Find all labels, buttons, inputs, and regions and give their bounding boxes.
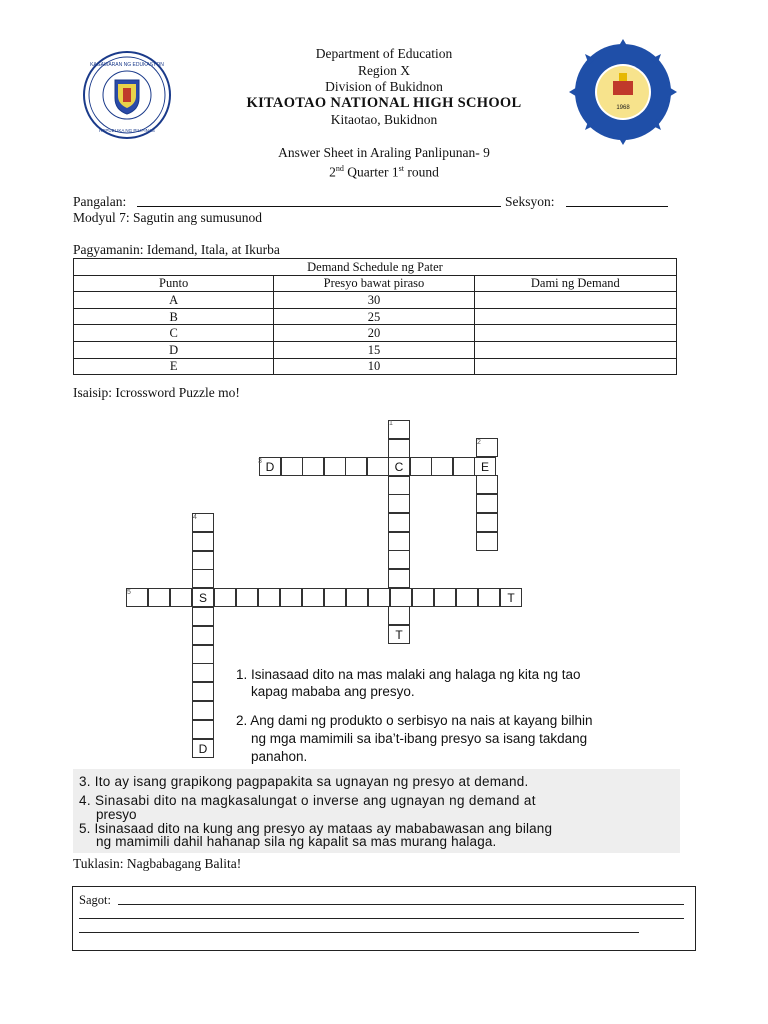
crossword-cell-word1[interactable] [388, 532, 410, 551]
crossword-cell-word1[interactable] [388, 569, 410, 588]
division-line: Division of Bukidnon [325, 79, 443, 94]
cell-presyo: 30 [274, 292, 474, 309]
clue-number: 3 [258, 458, 262, 465]
section-field[interactable] [566, 206, 668, 207]
crossword-cell-word3[interactable] [453, 457, 475, 476]
cell-punto: B [74, 308, 274, 325]
crossword-cell-word5[interactable] [258, 588, 280, 607]
clue-5-line1: 5. Isinasaad dito na kung ang presyo ay mataas ay mababawasan ang bilang [79, 821, 553, 836]
cell-dami[interactable] [474, 358, 676, 375]
clue-1-line2: kapag mababa ang presyo. [251, 684, 415, 699]
crossword-cell-word1[interactable] [388, 439, 410, 458]
quarter-line: 2nd Quarter 1st round [329, 164, 439, 180]
clue-2-line1: 2. Ang dami ng produkto o serbisyo na nais at kayang bilhin [236, 713, 593, 728]
svg-text:1968: 1968 [616, 105, 630, 111]
cell-dami[interactable] [474, 292, 676, 309]
crossword-cell-word5[interactable] [412, 588, 434, 607]
dept-line: Department of Education [315, 46, 453, 61]
crossword-cell-word1[interactable] [388, 550, 410, 569]
clue-2-line2: ng mga mamimili sa iba’t-ibang presyo sa isang takdang [251, 731, 588, 746]
crossword-cell-word2[interactable] [476, 475, 498, 494]
clue-4-line2: presyo [96, 807, 137, 822]
crossword-cell-word4[interactable] [192, 701, 214, 720]
table-title: Demand Schedule ng Pater [74, 259, 677, 276]
crossword-cell-word3[interactable]: D [259, 457, 281, 476]
name-field[interactable] [137, 206, 501, 207]
crossword-cell-word4[interactable] [192, 607, 214, 626]
crossword-cell-word4[interactable] [192, 532, 214, 551]
crossword-cell-word3[interactable] [281, 457, 303, 476]
crossword-cell-word1[interactable] [388, 606, 410, 625]
crossword-cell-word4[interactable] [192, 551, 214, 570]
crossword-cell-word3[interactable] [367, 457, 389, 476]
crossword-cell-word5[interactable] [478, 588, 500, 607]
col-header: Dami ng Demand [474, 275, 676, 292]
svg-text:KAGAWARAN NG EDUKASYON: KAGAWARAN NG EDUKASYON [90, 62, 164, 68]
clue-number: 2 [477, 439, 481, 446]
name-label: Pangalan: [73, 194, 127, 209]
cell-presyo: 20 [274, 325, 474, 342]
pagyamanin-title: Pagyamanin: Idemand, Itala, at Ikurba [73, 242, 280, 257]
crossword-cell-word1[interactable] [388, 476, 410, 495]
crossword-cell-word1[interactable] [388, 494, 410, 513]
svg-text:REPUBLIKA NG PILIPINAS: REPUBLIKA NG PILIPINAS [99, 128, 155, 133]
clue-3: 3. Ito ay isang grapikong pagpapakita sa ugnayan ng presyo at demand. [79, 774, 529, 789]
cell-punto: D [74, 341, 274, 358]
crossword-cell-word3[interactable]: E [474, 457, 496, 476]
clue-2-line3: panahon. [251, 749, 308, 764]
cell-punto: C [74, 325, 274, 342]
isaisip-title: Isaisip: Icrossword Puzzle mo! [73, 385, 240, 400]
crossword-cell-word5[interactable] [346, 588, 368, 607]
crossword-cell-word5[interactable] [324, 588, 346, 607]
crossword-cell-word1[interactable]: T [388, 625, 410, 644]
crossword-cell-word3[interactable] [431, 457, 453, 476]
crossword-cell-word4[interactable]: D [192, 739, 214, 758]
crossword-cell-word4[interactable] [192, 569, 214, 588]
school-name: KITAOTAO NATIONAL HIGH SCHOOL [246, 95, 522, 111]
clue-1-line1: 1. Isinasaad dito na mas malaki ang halaga ng kita ng tao [236, 667, 581, 682]
school-place: Kitaotao, Bukidnon [330, 112, 438, 127]
crossword-cell-word4[interactable] [192, 663, 214, 682]
clue-number: 4 [193, 514, 197, 521]
clue-4-line1: 4. Sinasabi dito na magkasalungat o inverse ang ugnayan ng demand at [79, 793, 536, 808]
crossword-cell-word2[interactable] [476, 513, 498, 532]
crossword-cell-word5[interactable] [170, 588, 192, 607]
col-header: Presyo bawat piraso [274, 275, 474, 292]
crossword-cell-word3[interactable] [345, 457, 367, 476]
module-line: Modyul 7: Sagutin ang sumusunod [73, 210, 263, 225]
clue-number: 1 [389, 420, 393, 427]
answer-line[interactable] [79, 918, 684, 919]
crossword-cell-word5[interactable]: S [192, 588, 214, 607]
crossword-cell-word5[interactable] [280, 588, 302, 607]
crossword-cell-word1[interactable] [388, 513, 410, 532]
col-header: Punto [74, 275, 274, 292]
cell-dami[interactable] [474, 341, 676, 358]
crossword-cell-word5[interactable] [236, 588, 258, 607]
crossword-cell-word5[interactable] [390, 588, 412, 607]
crossword-cell-word5[interactable]: T [500, 588, 522, 607]
crossword-cell-word4[interactable] [192, 645, 214, 664]
crossword-cell-word3[interactable] [410, 457, 432, 476]
crossword-cell-word5[interactable] [214, 588, 236, 607]
crossword-cell-word3[interactable]: C [388, 457, 410, 476]
crossword-cell-word5[interactable] [302, 588, 324, 607]
crossword-cell-word4[interactable] [192, 626, 214, 645]
demand-schedule-table [73, 258, 677, 375]
cell-presyo: 25 [274, 308, 474, 325]
region-line: Region X [357, 63, 411, 78]
crossword-cell-word5[interactable] [148, 588, 170, 607]
answer-line[interactable] [118, 904, 684, 905]
cell-punto: E [74, 358, 274, 375]
answer-sheet-title: Answer Sheet in Araling Panlipunan- 9 [278, 145, 490, 160]
cell-dami[interactable] [474, 325, 676, 342]
answer-label: Sagot: [79, 893, 111, 907]
crossword-cell-word2[interactable] [476, 494, 498, 513]
crossword-cell-word4[interactable] [192, 682, 214, 701]
crossword-cell-word5[interactable] [434, 588, 456, 607]
section-label: Seksyon: [505, 194, 555, 209]
cell-presyo: 15 [274, 341, 474, 358]
clue-number: 5 [127, 589, 131, 596]
crossword-cell-word3[interactable] [324, 457, 346, 476]
crossword-cell-word5[interactable] [456, 588, 478, 607]
cell-punto: A [74, 292, 274, 309]
crossword-cell-word2[interactable] [476, 532, 498, 551]
crossword-cell-word3[interactable] [302, 457, 324, 476]
clue-5-line2: ng mamimili dahil hahanap sila ng kapalit sa mas murang halaga. [96, 834, 497, 849]
cell-presyo: 10 [274, 358, 474, 375]
tuklasin-title: Tuklasin: Nagbabagang Balita! [73, 856, 242, 871]
crossword-cell-word5[interactable] [368, 588, 390, 607]
answer-line[interactable] [79, 932, 639, 933]
cell-dami[interactable] [474, 308, 676, 325]
crossword-cell-word4[interactable] [192, 720, 214, 739]
